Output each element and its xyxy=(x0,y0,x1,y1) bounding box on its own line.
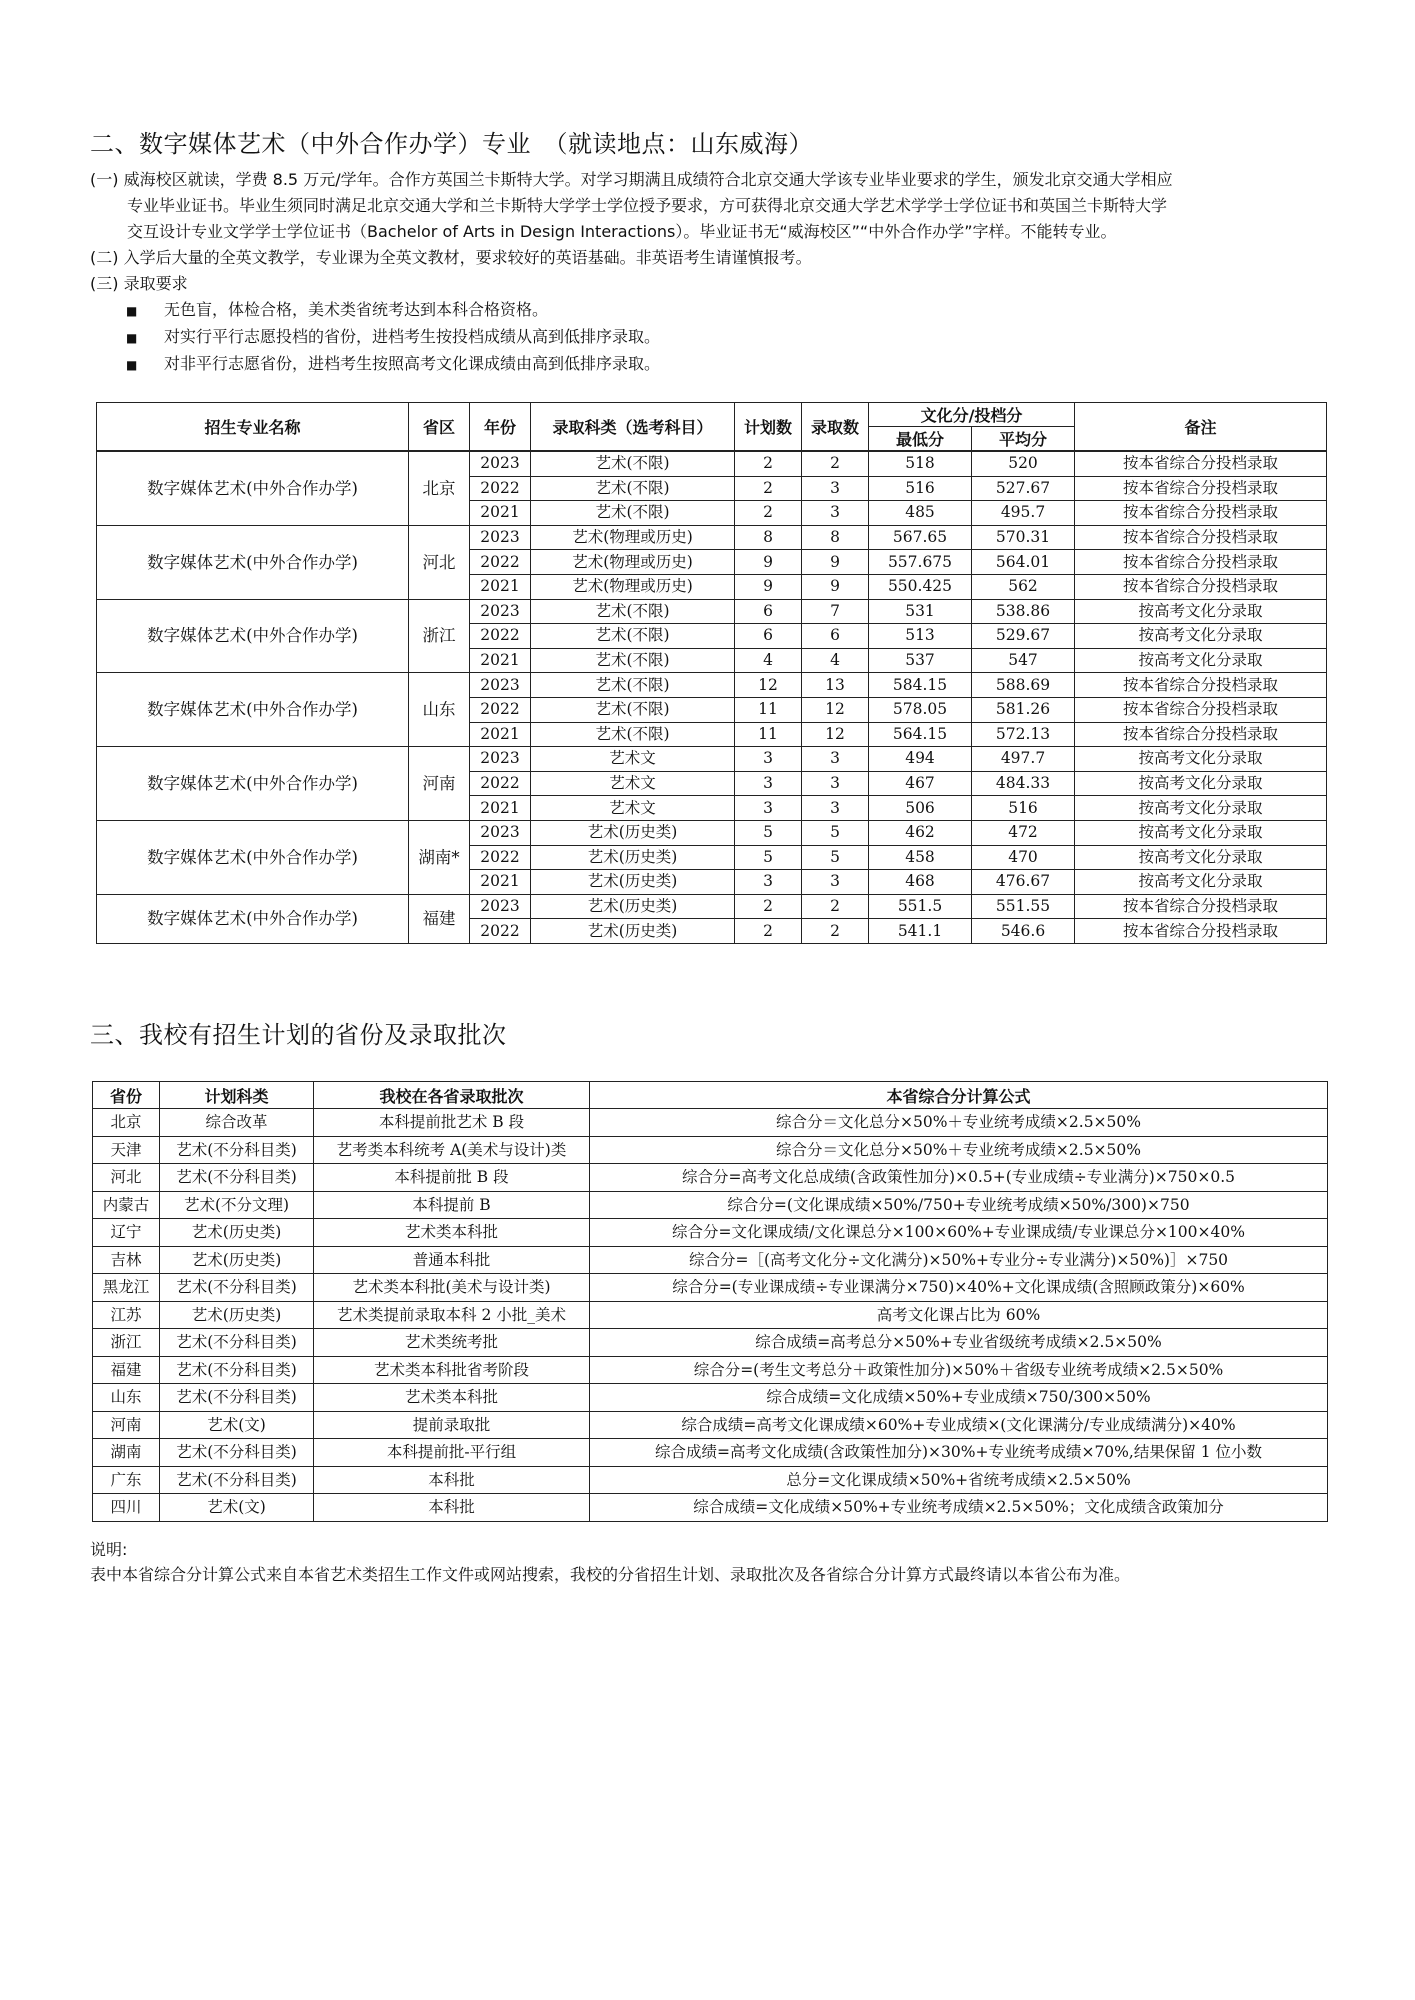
min-score-cell: 551.5 xyxy=(869,894,972,919)
intro-p1-line3: 交互设计专业文学学士学位证书（Bachelor of Arts in Design Interactions）。毕业证书无“威海校区”“中外合作办学”字样。不能转专业。 xyxy=(127,222,1117,241)
table-row xyxy=(93,1466,1328,1494)
category-cell: 艺术(不分科目类) xyxy=(160,1136,314,1164)
formula-cell: 总分=文化课成绩×50%+省统考成绩×2.5×50% xyxy=(590,1466,1328,1494)
plan-cell: 12 xyxy=(735,673,802,698)
plan-cell: 11 xyxy=(735,722,802,747)
min-score-cell: 578.05 xyxy=(869,697,972,722)
avg-score-cell: 495.7 xyxy=(972,501,1075,526)
admitted-cell: 2 xyxy=(802,919,869,944)
header-min-score: 最低分 xyxy=(869,427,972,452)
year-cell: 2022 xyxy=(470,476,531,501)
formula-cell: 综合分=［(高考文化分÷文化满分)×50%+专业分÷专业满分)×50%)］×750 xyxy=(590,1246,1328,1274)
year-cell: 2022 xyxy=(470,845,531,870)
table-row xyxy=(93,1219,1328,1247)
avg-score-cell: 572.13 xyxy=(972,722,1075,747)
province-cell: 山东 xyxy=(409,673,470,747)
year-cell: 2022 xyxy=(470,624,531,649)
table-row xyxy=(93,1136,1328,1164)
table-row xyxy=(93,1411,1328,1439)
remark-cell: 按本省综合分投档录取 xyxy=(1075,894,1327,919)
table-row xyxy=(93,1274,1328,1302)
header-province: 省区 xyxy=(409,403,470,452)
year-cell: 2021 xyxy=(470,501,531,526)
requirement-text: 对非平行志愿省份，进档考生按照高考文化课成绩由高到低排序录取。 xyxy=(164,354,661,373)
province-cell: 内蒙古 xyxy=(93,1191,160,1219)
admitted-cell: 3 xyxy=(802,771,869,796)
min-score-cell: 468 xyxy=(869,870,972,895)
remark-cell: 按高考文化分录取 xyxy=(1075,796,1327,821)
remark-cell: 按本省综合分投档录取 xyxy=(1075,574,1327,599)
avg-score-cell: 562 xyxy=(972,574,1075,599)
admitted-cell: 3 xyxy=(802,796,869,821)
province-cell: 河南 xyxy=(93,1411,160,1439)
category-cell: 艺术(不限) xyxy=(531,501,735,526)
header-category: 录取科类（选考科目） xyxy=(531,403,735,452)
batch-cell: 艺术类本科批 xyxy=(314,1384,590,1412)
square-bullet-icon: ■ xyxy=(126,304,138,318)
plan-cell: 2 xyxy=(735,501,802,526)
remark-cell: 按本省综合分投档录取 xyxy=(1075,673,1327,698)
remark-cell: 按本省综合分投档录取 xyxy=(1075,697,1327,722)
plan-cell: 3 xyxy=(735,796,802,821)
table-row xyxy=(93,1356,1328,1384)
province-cell: 河北 xyxy=(409,525,470,599)
intro-p1-line2: 专业毕业证书。毕业生须同时满足北京交通大学和兰卡斯特大学学士学位授予要求，方可获得北京交通大学艺术学学士学位证书和英国兰卡斯特大学 xyxy=(127,196,1168,215)
avg-score-cell: 538.86 xyxy=(972,599,1075,624)
major-cell: 数字媒体艺术(中外合作办学) xyxy=(97,820,409,894)
header-major: 招生专业名称 xyxy=(97,403,409,452)
category-cell: 艺术(物理或历史) xyxy=(531,574,735,599)
section-title-provinces-batches: 三、我校有招生计划的省份及录取批次 xyxy=(90,1021,507,1049)
avg-score-cell: 564.01 xyxy=(972,550,1075,575)
category-cell: 艺术(不分科目类) xyxy=(160,1274,314,1302)
year-cell: 2023 xyxy=(470,894,531,919)
square-bullet-icon: ■ xyxy=(126,331,138,345)
province-cell: 天津 xyxy=(93,1136,160,1164)
category-cell: 艺术(历史类) xyxy=(531,820,735,845)
remark-cell: 按本省综合分投档录取 xyxy=(1075,919,1327,944)
requirement-bullet xyxy=(90,297,1340,324)
min-score-cell: 506 xyxy=(869,796,972,821)
remark-cell: 按高考文化分录取 xyxy=(1075,747,1327,772)
major-cell: 数字媒体艺术(中外合作办学) xyxy=(97,747,409,821)
category-cell: 艺术(不限) xyxy=(531,476,735,501)
category-cell: 艺术(历史类) xyxy=(531,845,735,870)
table-notes xyxy=(90,1537,1130,1587)
requirement-text: 对实行平行志愿投档的省份，进档考生按投档成绩从高到低排序录取。 xyxy=(164,327,661,346)
avg-score-cell: 570.31 xyxy=(972,525,1075,550)
batch-cell: 本科批 xyxy=(314,1466,590,1494)
category-cell: 艺术(不限) xyxy=(531,697,735,722)
avg-score-cell: 588.69 xyxy=(972,673,1075,698)
year-cell: 2021 xyxy=(470,648,531,673)
plan-cell: 6 xyxy=(735,599,802,624)
avg-score-cell: 497.7 xyxy=(972,747,1075,772)
category-cell: 艺术(不限) xyxy=(531,624,735,649)
remark-cell: 按高考文化分录取 xyxy=(1075,820,1327,845)
admitted-cell: 12 xyxy=(802,722,869,747)
year-cell: 2022 xyxy=(470,697,531,722)
province-cell: 湖南 xyxy=(93,1439,160,1467)
table-row xyxy=(97,820,1327,845)
admitted-cell: 3 xyxy=(802,476,869,501)
province-cell: 北京 xyxy=(93,1109,160,1137)
requirement-bullet xyxy=(90,351,1340,378)
formula-cell: 综合分＝文化总分×50%＋专业统考成绩×2.5×50% xyxy=(590,1136,1328,1164)
min-score-cell: 518 xyxy=(869,451,972,476)
province-cell: 浙江 xyxy=(93,1329,160,1357)
remark-cell: 按高考文化分录取 xyxy=(1075,845,1327,870)
year-cell: 2022 xyxy=(470,550,531,575)
remark-cell: 按本省综合分投档录取 xyxy=(1075,550,1327,575)
admitted-cell: 13 xyxy=(802,673,869,698)
plan-cell: 9 xyxy=(735,550,802,575)
min-score-cell: 550.425 xyxy=(869,574,972,599)
year-cell: 2021 xyxy=(470,870,531,895)
avg-score-cell: 484.33 xyxy=(972,771,1075,796)
table-row xyxy=(97,451,1327,476)
year-cell: 2023 xyxy=(470,599,531,624)
intro-paragraph-2: (二) 入学后大量的全英文教学，专业课为全英文教材，要求较好的英语基础。非英语考生请谨慎报考。 xyxy=(90,248,812,267)
category-cell: 艺术(不分文理) xyxy=(160,1191,314,1219)
remark-cell: 按本省综合分投档录取 xyxy=(1075,501,1327,526)
avg-score-cell: 547 xyxy=(972,648,1075,673)
admitted-cell: 9 xyxy=(802,574,869,599)
category-cell: 艺术(不分科目类) xyxy=(160,1356,314,1384)
formula-cell: 综合成绩=文化成绩×50%+专业统考成绩×2.5×50%；文化成绩含政策加分 xyxy=(590,1494,1328,1522)
batch-cell: 本科提前批-平行组 xyxy=(314,1439,590,1467)
avg-score-cell: 470 xyxy=(972,845,1075,870)
category-cell: 艺术文 xyxy=(531,747,735,772)
year-cell: 2022 xyxy=(470,771,531,796)
major-cell: 数字媒体艺术(中外合作办学) xyxy=(97,894,409,943)
year-cell: 2023 xyxy=(470,673,531,698)
formula-cell: 综合成绩=高考总分×50%+专业省级统考成绩×2.5×50% xyxy=(590,1329,1328,1357)
table-row xyxy=(93,1384,1328,1412)
category-cell: 艺术(不分科目类) xyxy=(160,1329,314,1357)
category-cell: 艺术(不限) xyxy=(531,648,735,673)
min-score-cell: 567.65 xyxy=(869,525,972,550)
avg-score-cell: 476.67 xyxy=(972,870,1075,895)
batch-cell: 艺术类本科批省考阶段 xyxy=(314,1356,590,1384)
province-cell: 广东 xyxy=(93,1466,160,1494)
formula-cell: 综合分=文化课成绩/文化课总分×100×60%+专业课成绩/专业课总分×100×40% xyxy=(590,1219,1328,1247)
category-cell: 艺术(不分科目类) xyxy=(160,1466,314,1494)
plan-cell: 2 xyxy=(735,476,802,501)
batch-cell: 艺术类统考批 xyxy=(314,1329,590,1357)
requirement-bullet xyxy=(90,324,1340,351)
min-score-cell: 541.1 xyxy=(869,919,972,944)
plan-cell: 4 xyxy=(735,648,802,673)
table-row xyxy=(97,673,1327,698)
min-score-cell: 516 xyxy=(869,476,972,501)
remark-cell: 按高考文化分录取 xyxy=(1075,599,1327,624)
admission-score-table xyxy=(96,402,1327,944)
min-score-cell: 513 xyxy=(869,624,972,649)
province-cell: 河南 xyxy=(409,747,470,821)
admitted-cell: 3 xyxy=(802,501,869,526)
province-cell: 黑龙江 xyxy=(93,1274,160,1302)
formula-cell: 高考文化课占比为 60% xyxy=(590,1301,1328,1329)
province-cell: 四川 xyxy=(93,1494,160,1522)
min-score-cell: 494 xyxy=(869,747,972,772)
batch-cell: 本科批 xyxy=(314,1494,590,1522)
admitted-cell: 9 xyxy=(802,550,869,575)
intro-paragraph-3: (三) 录取要求 xyxy=(90,274,188,293)
header-plan: 计划数 xyxy=(735,403,802,452)
formula-cell: 综合成绩=高考文化成绩(含政策性加分)×30%+专业统考成绩×70%,结果保留 1 位小数 xyxy=(590,1439,1328,1467)
category-cell: 综合改革 xyxy=(160,1109,314,1137)
category-cell: 艺术(不限) xyxy=(531,599,735,624)
category-cell: 艺术(历史类) xyxy=(531,919,735,944)
avg-score-cell: 527.67 xyxy=(972,476,1075,501)
batch-cell: 普通本科批 xyxy=(314,1246,590,1274)
avg-score-cell: 516 xyxy=(972,796,1075,821)
program-intro xyxy=(90,167,1340,378)
requirement-text: 无色盲，体检合格，美术类省统考达到本科合格资格。 xyxy=(164,300,549,319)
admitted-cell: 7 xyxy=(802,599,869,624)
admitted-cell: 8 xyxy=(802,525,869,550)
plan-cell: 11 xyxy=(735,697,802,722)
category-cell: 艺术(历史类) xyxy=(160,1301,314,1329)
remark-cell: 按本省综合分投档录取 xyxy=(1075,525,1327,550)
table-row xyxy=(93,1301,1328,1329)
min-score-cell: 485 xyxy=(869,501,972,526)
category-cell: 艺术文 xyxy=(531,796,735,821)
province-cell: 北京 xyxy=(409,451,470,525)
batch-cell: 艺考类本科统考 A(美术与设计)类 xyxy=(314,1136,590,1164)
year-cell: 2023 xyxy=(470,747,531,772)
batch-cell: 艺术类本科批(美术与设计类) xyxy=(314,1274,590,1302)
table-row xyxy=(93,1164,1328,1192)
plan-cell: 2 xyxy=(735,919,802,944)
admitted-cell: 2 xyxy=(802,451,869,476)
province-cell: 河北 xyxy=(93,1164,160,1192)
formula-cell: 综合分=(文化课成绩×50%/750+专业统考成绩×50%/300)×750 xyxy=(590,1191,1328,1219)
table-row xyxy=(97,525,1327,550)
plan-cell: 2 xyxy=(735,451,802,476)
admitted-cell: 5 xyxy=(802,845,869,870)
formula-cell: 综合分＝文化总分×50%＋专业统考成绩×2.5×50% xyxy=(590,1109,1328,1137)
min-score-cell: 531 xyxy=(869,599,972,624)
formula-cell: 综合分=(考生文考总分＋政策性加分)×50%＋省级专业统考成绩×2.5×50% xyxy=(590,1356,1328,1384)
table-row xyxy=(97,894,1327,919)
notes-label: 说明: xyxy=(90,1540,128,1559)
header-year: 年份 xyxy=(470,403,531,452)
batch-cell: 艺术类本科批 xyxy=(314,1219,590,1247)
avg-score-cell: 529.67 xyxy=(972,624,1075,649)
category-cell: 艺术(历史类) xyxy=(160,1219,314,1247)
batch-cell: 艺术类提前录取本科 2 小批_美术 xyxy=(314,1301,590,1329)
formula-cell: 综合分=(专业课成绩÷专业课满分×750)×40%+文化课成绩(含照顾政策分)×60% xyxy=(590,1274,1328,1302)
year-cell: 2023 xyxy=(470,820,531,845)
header-plan-category: 计划科类 xyxy=(160,1082,314,1109)
min-score-cell: 564.15 xyxy=(869,722,972,747)
table-row xyxy=(97,747,1327,772)
plan-cell: 2 xyxy=(735,894,802,919)
notes-text: 表中本省综合分计算公式来自本省艺术类招生工作文件或网站搜索，我校的分省招生计划、录取批次及各省综合分计算方式最终请以本省公布为准。 xyxy=(90,1565,1131,1584)
major-cell: 数字媒体艺术(中外合作办学) xyxy=(97,525,409,599)
remark-cell: 按本省综合分投档录取 xyxy=(1075,476,1327,501)
table-row xyxy=(93,1494,1328,1522)
remark-cell: 按本省综合分投档录取 xyxy=(1075,722,1327,747)
major-cell: 数字媒体艺术(中外合作办学) xyxy=(97,451,409,525)
admitted-cell: 12 xyxy=(802,697,869,722)
min-score-cell: 537 xyxy=(869,648,972,673)
province-cell: 辽宁 xyxy=(93,1219,160,1247)
admitted-cell: 5 xyxy=(802,820,869,845)
province-cell: 湖南* xyxy=(409,820,470,894)
table-row xyxy=(93,1329,1328,1357)
batch-cell: 本科提前 B xyxy=(314,1191,590,1219)
admitted-cell: 2 xyxy=(802,894,869,919)
remark-cell: 按高考文化分录取 xyxy=(1075,870,1327,895)
header-admitted: 录取数 xyxy=(802,403,869,452)
avg-score-cell: 472 xyxy=(972,820,1075,845)
province-cell: 浙江 xyxy=(409,599,470,673)
category-cell: 艺术文 xyxy=(531,771,735,796)
batch-cell: 本科提前批艺术 B 段 xyxy=(314,1109,590,1137)
formula-cell: 综合成绩=文化成绩×50%+专业成绩×750/300×50% xyxy=(590,1384,1328,1412)
category-cell: 艺术(不分科目类) xyxy=(160,1439,314,1467)
category-cell: 艺术(物理或历史) xyxy=(531,550,735,575)
category-cell: 艺术(物理或历史) xyxy=(531,525,735,550)
plan-cell: 8 xyxy=(735,525,802,550)
min-score-cell: 584.15 xyxy=(869,673,972,698)
avg-score-cell: 551.55 xyxy=(972,894,1075,919)
header-remark: 备注 xyxy=(1075,403,1327,452)
province-cell: 福建 xyxy=(409,894,470,943)
header-score-group: 文化分/投档分 xyxy=(869,403,1075,427)
category-cell: 艺术(文) xyxy=(160,1411,314,1439)
province-cell: 江苏 xyxy=(93,1301,160,1329)
year-cell: 2021 xyxy=(470,574,531,599)
table-row xyxy=(93,1439,1328,1467)
year-cell: 2023 xyxy=(470,525,531,550)
province-batch-table xyxy=(92,1081,1328,1522)
formula-cell: 综合分=高考文化总成绩(含政策性加分)×0.5+(专业成绩÷专业满分)×750×0.5 xyxy=(590,1164,1328,1192)
category-cell: 艺术(不限) xyxy=(531,451,735,476)
remark-cell: 按高考文化分录取 xyxy=(1075,771,1327,796)
min-score-cell: 557.675 xyxy=(869,550,972,575)
year-cell: 2022 xyxy=(470,919,531,944)
category-cell: 艺术(历史类) xyxy=(160,1246,314,1274)
plan-cell: 3 xyxy=(735,771,802,796)
admitted-cell: 3 xyxy=(802,747,869,772)
min-score-cell: 458 xyxy=(869,845,972,870)
header-province: 省份 xyxy=(93,1082,160,1109)
plan-cell: 5 xyxy=(735,820,802,845)
avg-score-cell: 581.26 xyxy=(972,697,1075,722)
year-cell: 2021 xyxy=(470,796,531,821)
header-formula: 本省综合分计算公式 xyxy=(590,1082,1328,1109)
intro-paragraph-1 xyxy=(90,167,1340,245)
batch-cell: 提前录取批 xyxy=(314,1411,590,1439)
category-cell: 艺术(不分科目类) xyxy=(160,1164,314,1192)
intro-p1-line1: (一) 威海校区就读，学费 8.5 万元/学年。合作方英国兰卡斯特大学。对学习期满且成绩符合北京交通大学该专业毕业要求的学生，颁发北京交通大学相应 xyxy=(90,170,1173,189)
table-row xyxy=(93,1191,1328,1219)
table-row xyxy=(97,599,1327,624)
plan-cell: 3 xyxy=(735,870,802,895)
formula-cell: 综合成绩=高考文化课成绩×60%+专业成绩×(文化课满分/专业成绩满分)×40% xyxy=(590,1411,1328,1439)
min-score-cell: 467 xyxy=(869,771,972,796)
header-batch: 我校在各省录取批次 xyxy=(314,1082,590,1109)
plan-cell: 5 xyxy=(735,845,802,870)
year-cell: 2021 xyxy=(470,722,531,747)
admitted-cell: 6 xyxy=(802,624,869,649)
section-title-digital-media: 二、数字媒体艺术（中外合作办学）专业 （就读地点：山东威海） xyxy=(90,130,813,158)
category-cell: 艺术(不限) xyxy=(531,673,735,698)
category-cell: 艺术(不限) xyxy=(531,722,735,747)
square-bullet-icon: ■ xyxy=(126,358,138,372)
major-cell: 数字媒体艺术(中外合作办学) xyxy=(97,599,409,673)
province-cell: 吉林 xyxy=(93,1246,160,1274)
batch-cell: 本科提前批 B 段 xyxy=(314,1164,590,1192)
admitted-cell: 4 xyxy=(802,648,869,673)
plan-cell: 3 xyxy=(735,747,802,772)
header-avg-score: 平均分 xyxy=(972,427,1075,452)
admitted-cell: 3 xyxy=(802,870,869,895)
category-cell: 艺术(文) xyxy=(160,1494,314,1522)
province-cell: 山东 xyxy=(93,1384,160,1412)
plan-cell: 9 xyxy=(735,574,802,599)
table-row xyxy=(93,1246,1328,1274)
remark-cell: 按高考文化分录取 xyxy=(1075,648,1327,673)
category-cell: 艺术(不分科目类) xyxy=(160,1384,314,1412)
table-row xyxy=(93,1109,1328,1137)
category-cell: 艺术(历史类) xyxy=(531,894,735,919)
remark-cell: 按高考文化分录取 xyxy=(1075,624,1327,649)
avg-score-cell: 520 xyxy=(972,451,1075,476)
remark-cell: 按本省综合分投档录取 xyxy=(1075,451,1327,476)
major-cell: 数字媒体艺术(中外合作办学) xyxy=(97,673,409,747)
year-cell: 2023 xyxy=(470,451,531,476)
plan-cell: 6 xyxy=(735,624,802,649)
category-cell: 艺术(历史类) xyxy=(531,870,735,895)
min-score-cell: 462 xyxy=(869,820,972,845)
province-cell: 福建 xyxy=(93,1356,160,1384)
avg-score-cell: 546.6 xyxy=(972,919,1075,944)
